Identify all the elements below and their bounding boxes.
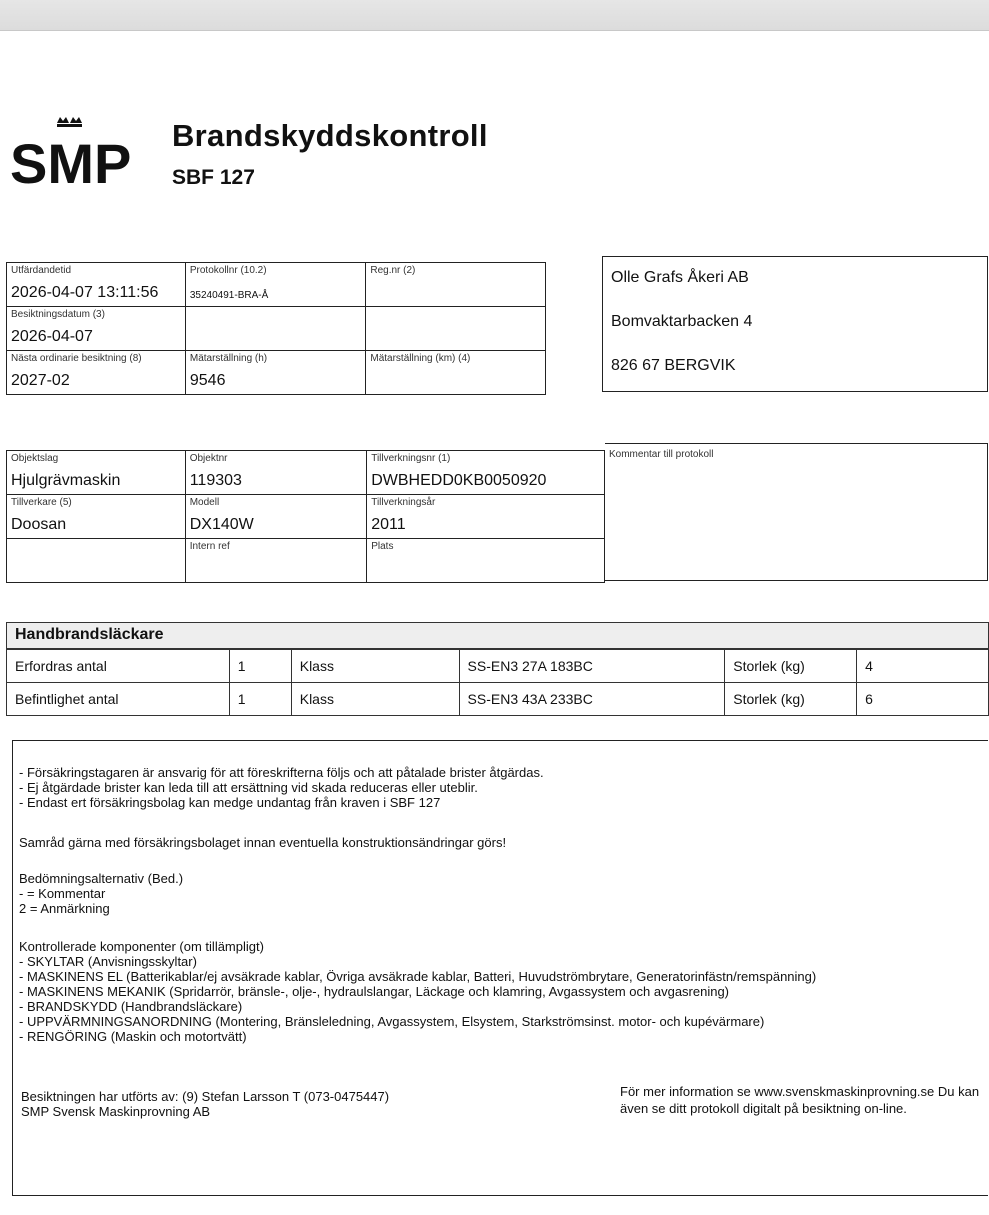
matarstallning-h-value: 9546 (189, 372, 226, 389)
besiktningsdatum-value: 2026-04-07 (11, 328, 93, 345)
objektnr-cell: Objektnr 119303 (185, 451, 367, 495)
bullet-line: - Försäkringstagaren är ansvarig för att föreskrifterna följs och att påtalade brister åtgärdas. (19, 765, 544, 780)
comment-box (605, 443, 988, 581)
protokollnr-cell: Protokollnr (10.2) 35240491-BRA-Å (185, 263, 365, 307)
intern-ref-cell: Intern ref (185, 539, 367, 583)
bedomning-block (19, 871, 183, 916)
row-storlek: 4 (857, 650, 989, 683)
nasta-besiktning-value: 2027-02 (11, 372, 70, 389)
company-name: SMP Svensk Maskinprovning AB (21, 1104, 211, 1119)
row-klass: SS-EN3 43A 233BC (459, 683, 725, 716)
utfardandetid-cell: Utfärdandetid 2026-04-07 13:11:56 (7, 263, 186, 307)
protokollnr-value: 35240491-BRA-Å (189, 290, 269, 301)
empty-cell (366, 307, 546, 351)
nasta-besiktning-cell: Nästa ordinarie besiktning (8) 2027-02 (7, 351, 186, 395)
row-klass: SS-EN3 27A 183BC (459, 650, 725, 683)
bedomning-line: 2 = Anmärkning (19, 901, 110, 916)
row-antal: 1 (229, 650, 291, 683)
modell-cell: Modell DX140W (185, 495, 367, 539)
crown-icon (57, 117, 82, 127)
bedomning-line: Bedömningsalternativ (Bed.) (19, 871, 184, 886)
komponent-line: - RENGÖRING (Maskin och motortvätt) (19, 1029, 247, 1044)
komponent-line: - MASKINENS EL (Batterikablar/ej avsäkrade kablar, Övriga avsäkrade kablar, Batteri, Huvudströmbrytare, Generatorinfästn/remspänning) (19, 969, 817, 984)
owner-name: Olle Grafs Åkeri AB (611, 269, 749, 286)
komponent-line: - BRANDSKYDD (Handbrandsläckare) (19, 999, 243, 1014)
regnr-cell: Reg.nr (2) (366, 263, 546, 307)
row-storlek-label: Storlek (kg) (725, 683, 857, 716)
protocol-table (6, 262, 546, 395)
objektnr-value: 119303 (189, 472, 242, 489)
objektslag-cell: Objektslag Hjulgrävmaskin (7, 451, 186, 495)
row-antal: 1 (229, 683, 291, 716)
komponent-line: - SKYLTAR (Anvisningsskyltar) (19, 954, 197, 969)
tillverkningsar-cell: Tillverkningsår 2011 (367, 495, 605, 539)
table-row (7, 650, 989, 683)
row-storlek: 6 (857, 683, 989, 716)
empty-cell (7, 539, 186, 583)
samrad-text: Samråd gärna med försäkringsbolaget innan eventuella konstruktionsändringar görs! (19, 835, 507, 850)
handbrand-table (6, 649, 989, 716)
object-table (6, 450, 605, 583)
row-name: Befintlighet antal (7, 683, 230, 716)
row-name: Erfordras antal (7, 650, 230, 683)
tillverkningsnr-cell: Tillverkningsnr (1) DWBHEDD0KB0050920 (367, 451, 605, 495)
empty-cell (185, 307, 365, 351)
information-box (12, 740, 988, 1196)
bullet-list (19, 765, 544, 810)
komponent-line: - MASKINENS MEKANIK (Spridarrör, bränsle-, olje-, hydraulslangar, Läckage och klamring, Avgassystem och avgasrening) (19, 984, 730, 999)
more-info-text: För mer information se www.svenskmaskinprovning.se Du kan även se ditt protokoll digitalt på besiktning on-line. (620, 1084, 980, 1116)
inspector-signature (21, 1089, 389, 1119)
matarstallning-h-cell: Mätarställning (h) 9546 (185, 351, 365, 395)
utford-av: Besiktningen har utförts av: (9) Stefan Larsson T (073-0475447) (21, 1089, 390, 1104)
tillverkare-value: Doosan (11, 516, 67, 533)
owner-street: Bomvaktarbacken 4 (611, 313, 753, 330)
samrad-block (19, 835, 506, 850)
komponenter-block (19, 939, 816, 1044)
row-klass-label: Klass (291, 683, 459, 716)
owner-city: 826 67 BERGVIK (611, 357, 736, 374)
komponent-line: - UPPVÄRMNINGSANORDNING (Montering, Bränsleledning, Avgassystem, Elsystem, Starkströmsinst. motor- och kupévärmare) (19, 1014, 765, 1029)
logo-text: SMP (10, 132, 132, 195)
row-storlek-label: Storlek (kg) (725, 650, 857, 683)
plats-cell: Plats (367, 539, 605, 583)
bullet-line: - Ej åtgärdade brister kan leda till att ersättning vid skada reduceras eller uteblir. (19, 780, 478, 795)
bullet-line: - Endast ert försäkringsbolag kan medge undantag från kraven i SBF 127 (19, 795, 441, 810)
smp-logo (10, 115, 145, 195)
tillverkare-cell: Tillverkare (5) Doosan (7, 495, 186, 539)
tillverkningsar-value: 2011 (371, 516, 406, 533)
window-top-bar (0, 0, 989, 31)
bedomning-line: - = Kommentar (19, 886, 106, 901)
handbrand-heading: Handbrandsläckare (6, 622, 989, 649)
document-subtitle: SBF 127 (172, 166, 255, 189)
document-title: Brandskyddskontroll (172, 118, 488, 153)
modell-value: DX140W (189, 516, 254, 533)
matarstallning-km-cell: Mätarställning (km) (4) (366, 351, 546, 395)
utfardandetid-value: 2026-04-07 13:11:56 (11, 284, 159, 301)
objektslag-value: Hjulgrävmaskin (11, 472, 121, 489)
comment-label: Kommentar till protokoll (609, 449, 714, 460)
komponent-line: Kontrollerade komponenter (om tillämpligt) (19, 939, 264, 954)
row-klass-label: Klass (291, 650, 459, 683)
tillverkningsnr-value: DWBHEDD0KB0050920 (371, 472, 547, 489)
besiktningsdatum-cell: Besiktningsdatum (3) 2026-04-07 (7, 307, 186, 351)
table-row (7, 683, 989, 716)
owner-address-box (602, 256, 988, 392)
